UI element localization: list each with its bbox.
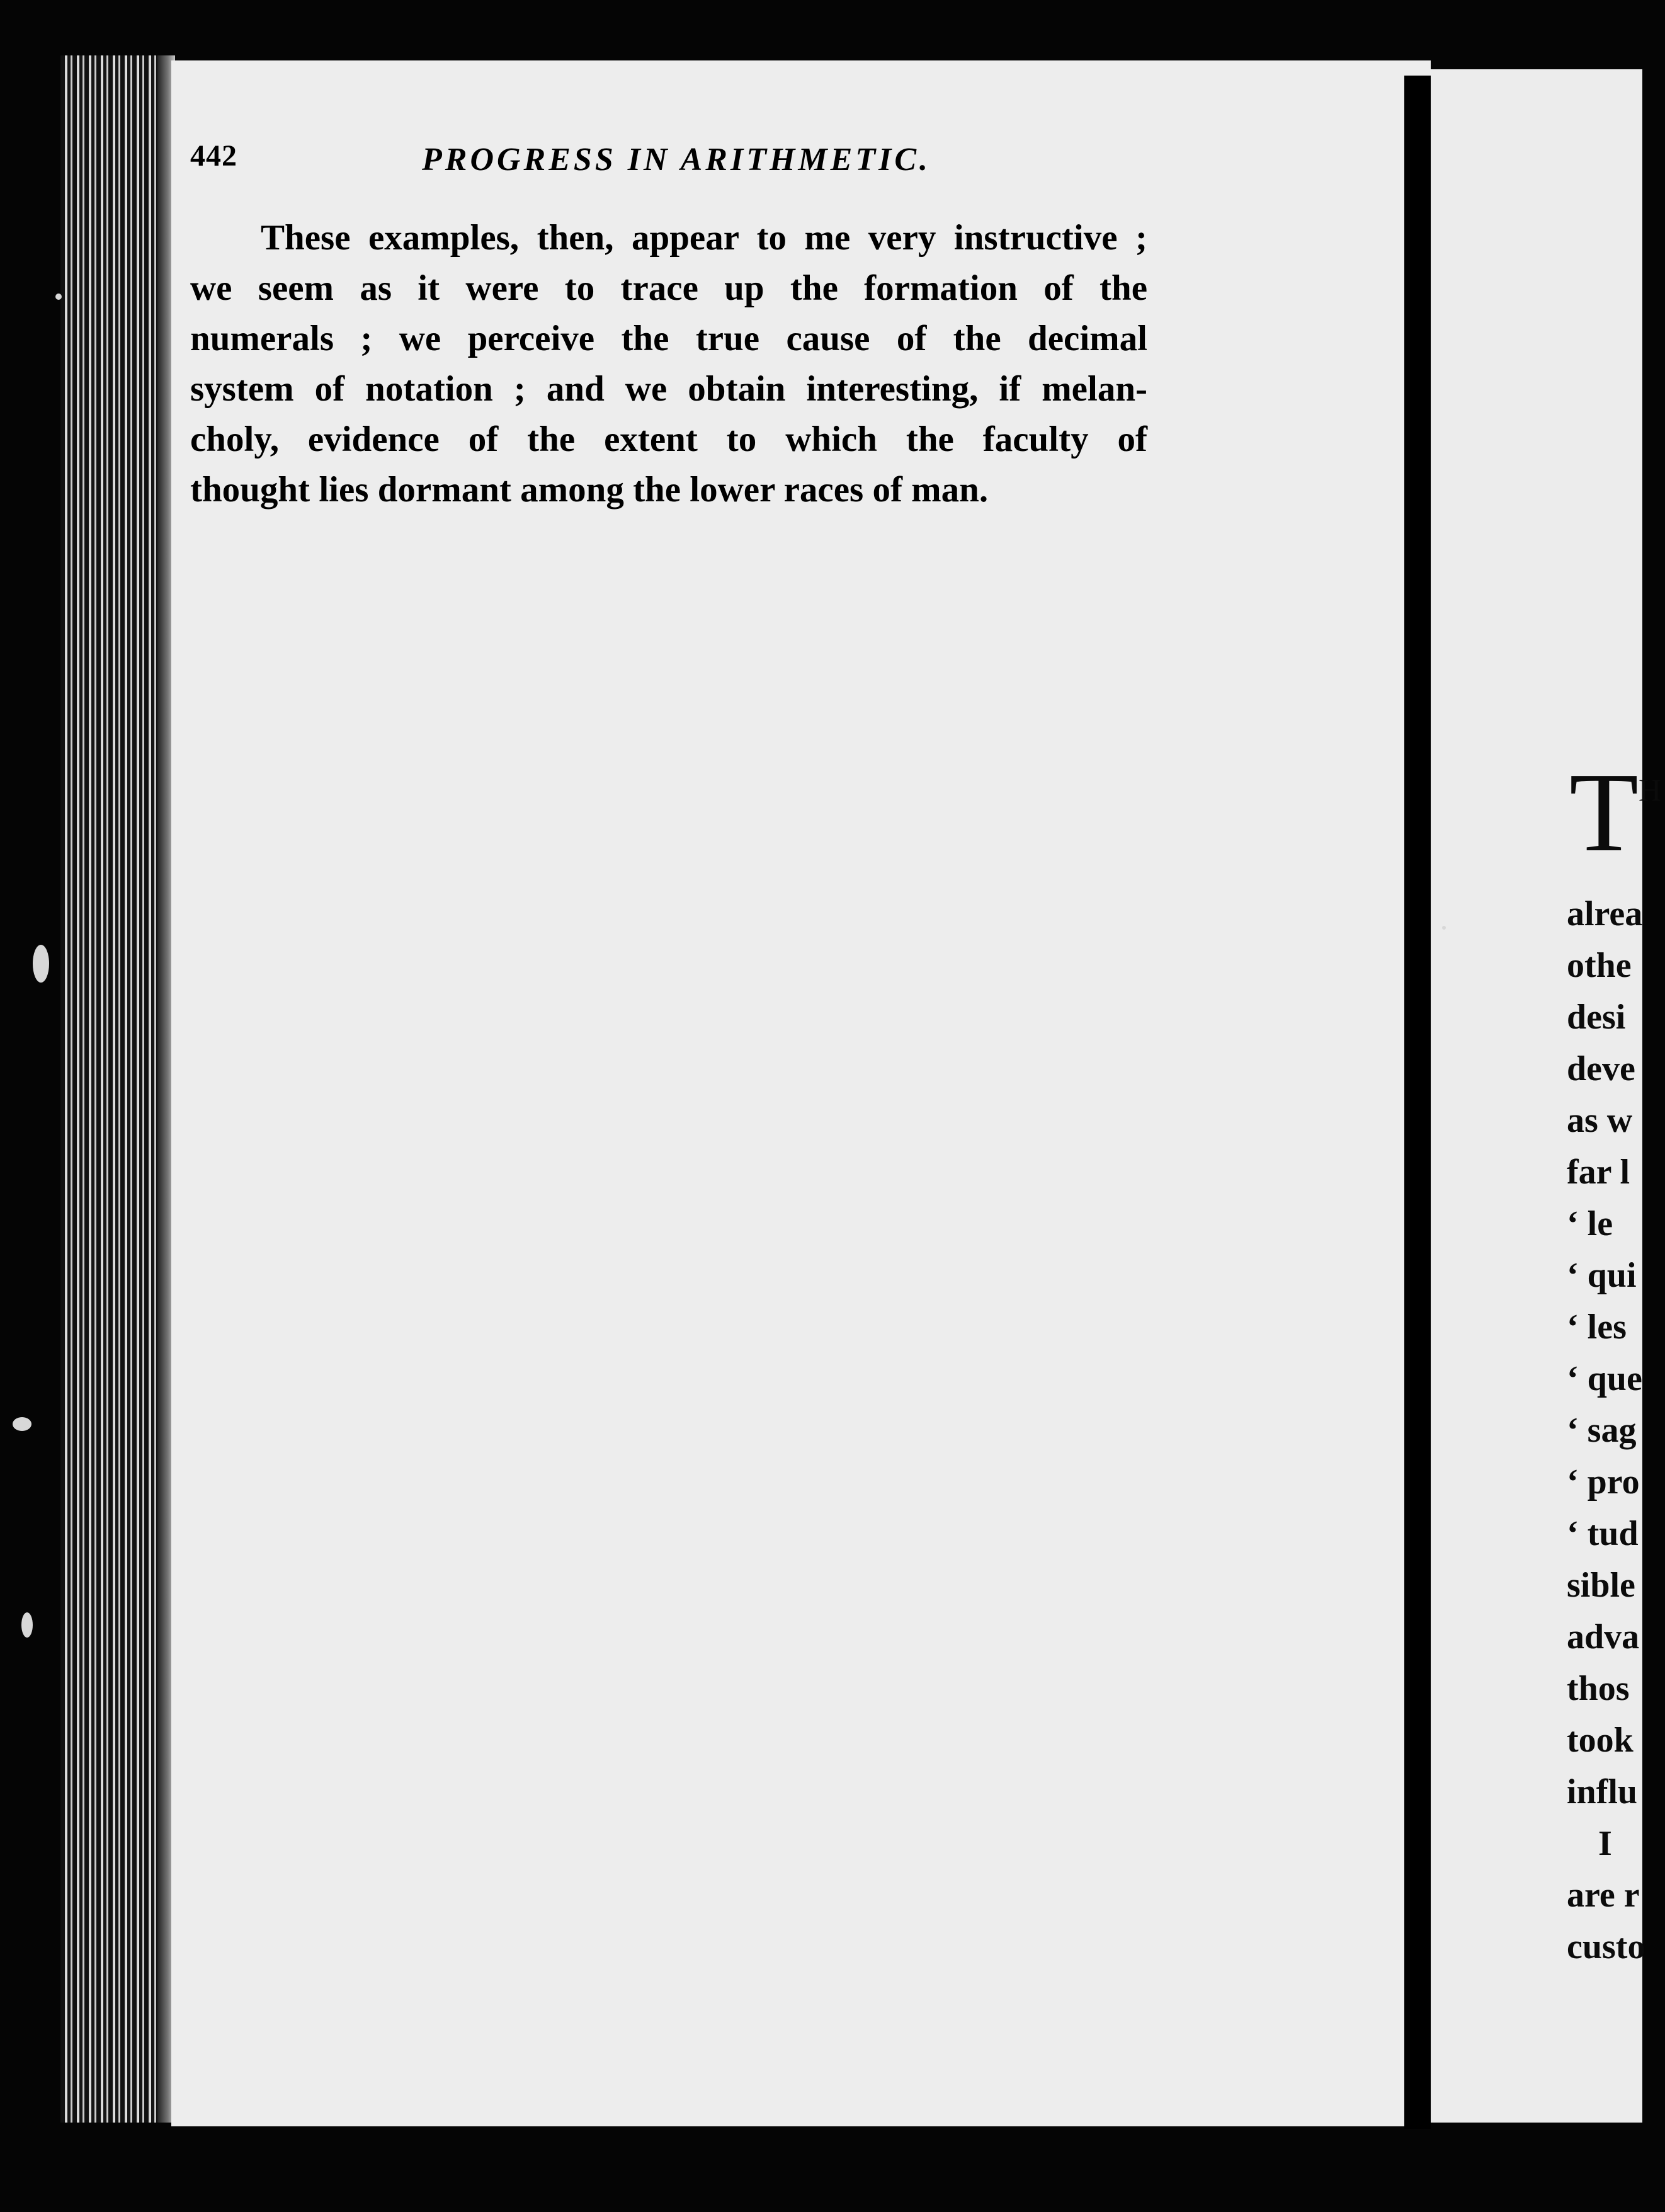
page-number: 442 — [190, 139, 237, 173]
right-line: othe — [1567, 946, 1632, 985]
scan-speck — [21, 1612, 33, 1638]
right-page — [1431, 69, 1665, 2123]
right-line: ‘ pro — [1567, 1462, 1640, 1502]
right-line: sible — [1567, 1566, 1635, 1605]
right-line: ‘ sag — [1567, 1411, 1637, 1450]
right-line: ‘ tud — [1567, 1514, 1639, 1553]
drop-cap-continuation: H — [1639, 772, 1665, 807]
scan-speck — [1442, 926, 1446, 930]
right-line: ‘ les — [1567, 1308, 1627, 1347]
right-line: alrea — [1567, 894, 1643, 933]
running-head: PROGRESS IN ARITHMETIC. — [422, 142, 931, 178]
right-line: desi — [1567, 998, 1626, 1037]
drop-cap: T — [1569, 750, 1639, 875]
right-line: as w — [1567, 1101, 1633, 1140]
right-line: ‘ qui — [1567, 1256, 1637, 1295]
right-line: ‘ que — [1567, 1359, 1642, 1398]
paragraph-line: thought lies dormant among the lower races of man. — [190, 470, 989, 510]
scan-speck — [13, 1417, 31, 1431]
right-line: thos — [1567, 1669, 1630, 1708]
right-line: influ — [1567, 1772, 1638, 1811]
paragraph-line: choly, evidence of the extent to which the faculty of — [190, 419, 1147, 459]
paragraph-line: we seem as it were to trace up the formation of the — [190, 268, 1147, 308]
book-page-edges — [60, 55, 174, 2123]
right-line: far l — [1567, 1153, 1630, 1192]
right-line: custo — [1567, 1927, 1645, 1966]
right-line: are r — [1567, 1876, 1640, 1915]
right-line: I — [1598, 1824, 1612, 1863]
page-gutter — [1404, 76, 1431, 2129]
right-line: adva — [1567, 1617, 1640, 1656]
scan-speck — [55, 294, 62, 300]
right-line: ‘ le — [1567, 1204, 1613, 1243]
body-paragraph — [190, 213, 1147, 515]
paragraph-line: These examples, then, appear to me very instructive ; — [261, 218, 1147, 258]
right-line: took — [1567, 1721, 1634, 1760]
right-page-text — [1567, 888, 1645, 1973]
scan-speck — [33, 945, 49, 983]
right-line: deve — [1567, 1049, 1635, 1088]
paragraph-line: numerals ; we perceive the true cause of the decimal — [190, 319, 1147, 358]
paragraph-line: system of notation ; and we obtain interesting, if melan- — [190, 369, 1147, 409]
